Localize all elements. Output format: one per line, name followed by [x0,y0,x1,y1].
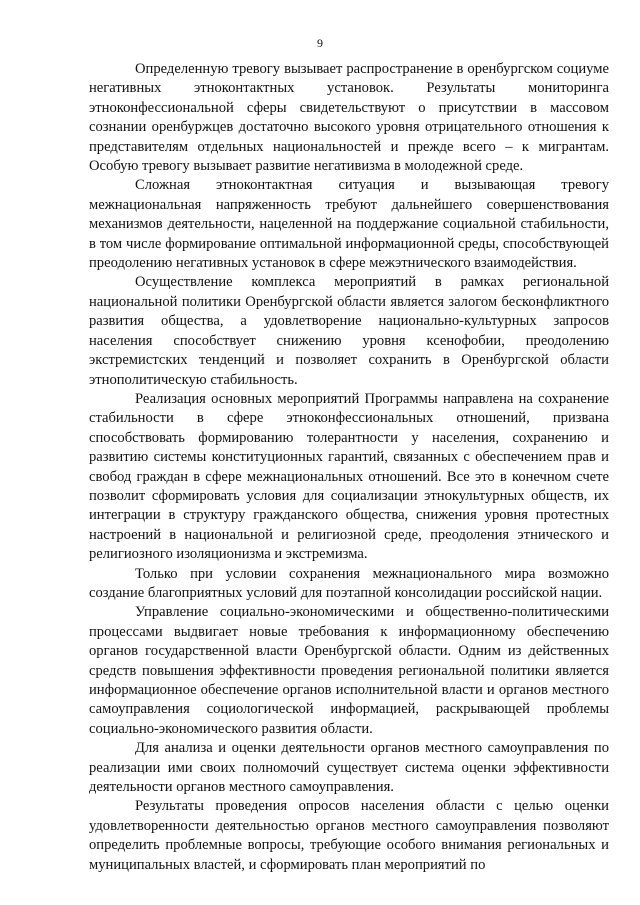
paragraph-8: Результаты проведения опросов населения области с целью оценки удовлетворенности деятельностью органов местного самоуправления позволяют определить проблемные вопросы, требующие особого внимания региональных и муниципальных властей, и сформировать план мероприятий по [89,798,609,873]
paragraph-2: Сложная этноконтактная ситуация и вызывающая тревогу межнациональная напряженность требуют дальнейшего совершенствования механизмов деятельности, нацеленной на поддержание социальной стабильности, в том числе формирование оптимальной информационной среды, способствующей преодолению негативных установок в сфере межэтнического взаимодействия. [89,177,609,272]
paragraph-5: Только при условии сохранения межнационального мира возможно создание благоприятных условий для поэтапной консолидации российской нации. [89,565,609,601]
paragraph-1: Определенную тревогу вызывает распространение в оренбургском социуме негативных этноконтактных установок. Результаты мониторинга этноконфессиональной сферы свидетельствуют о присутствии в массовом сознании оренбуржцев достаточно высокого уровня отрицательного отношения к представителям отдельных национальностей и прежде всего – к мигрантам. Особую тревогу вызывает развитие негативизма в молодежной среде. [89,61,609,175]
paragraph-4: Реализация основных мероприятий Программы направлена на сохранение стабильности в сфере этноконфессиональных отношений, призвана способствовать формированию толерантности у населения, сохранению и развитию системы конституционных гарантий, связанных с обеспечением прав и свобод граждан в сфере межнациональных отношений. Все это в конечном счете позволит сформировать условия для социализации этнокультурных обществ, их интеграции в структуру гражданского общества, снижения уровня протестных настроений в национальной и религиозной среде, преодоления этнического и религиозного изоляционизма и экстремизма. [89,390,609,563]
page-number: 9 [317,36,323,50]
paragraph-3: Осуществление комплекса мероприятий в рамках региональной национальной политики Оренбургской области является залогом бесконфликтного развития общества, а удовлетворение национально-культурных запросов населения способствует снижению уровня ксенофобии, преодолению экстремистских тенденций и позволяет сохранить в Оренбургской области этнополитическую стабильность. [89,274,609,388]
document-body [89,60,609,875]
paragraph-6: Управление социально-экономическими и общественно-политическими процессами выдвигает новые требования к информационному обеспечению органов государственной власти Оренбургской области. Одним из действенных средств повышения эффективности проведения региональной политики является информационное обеспечение органов исполнительной власти и органов местного самоуправления социологической информацией, раскрывающей проблемы социально-экономического развития области. [89,604,609,737]
paragraph-7: Для анализа и оценки деятельности органов местного самоуправления по реализации ими своих полномочий существует система оценки эффективности деятельности органов местного самоуправления. [89,740,609,796]
